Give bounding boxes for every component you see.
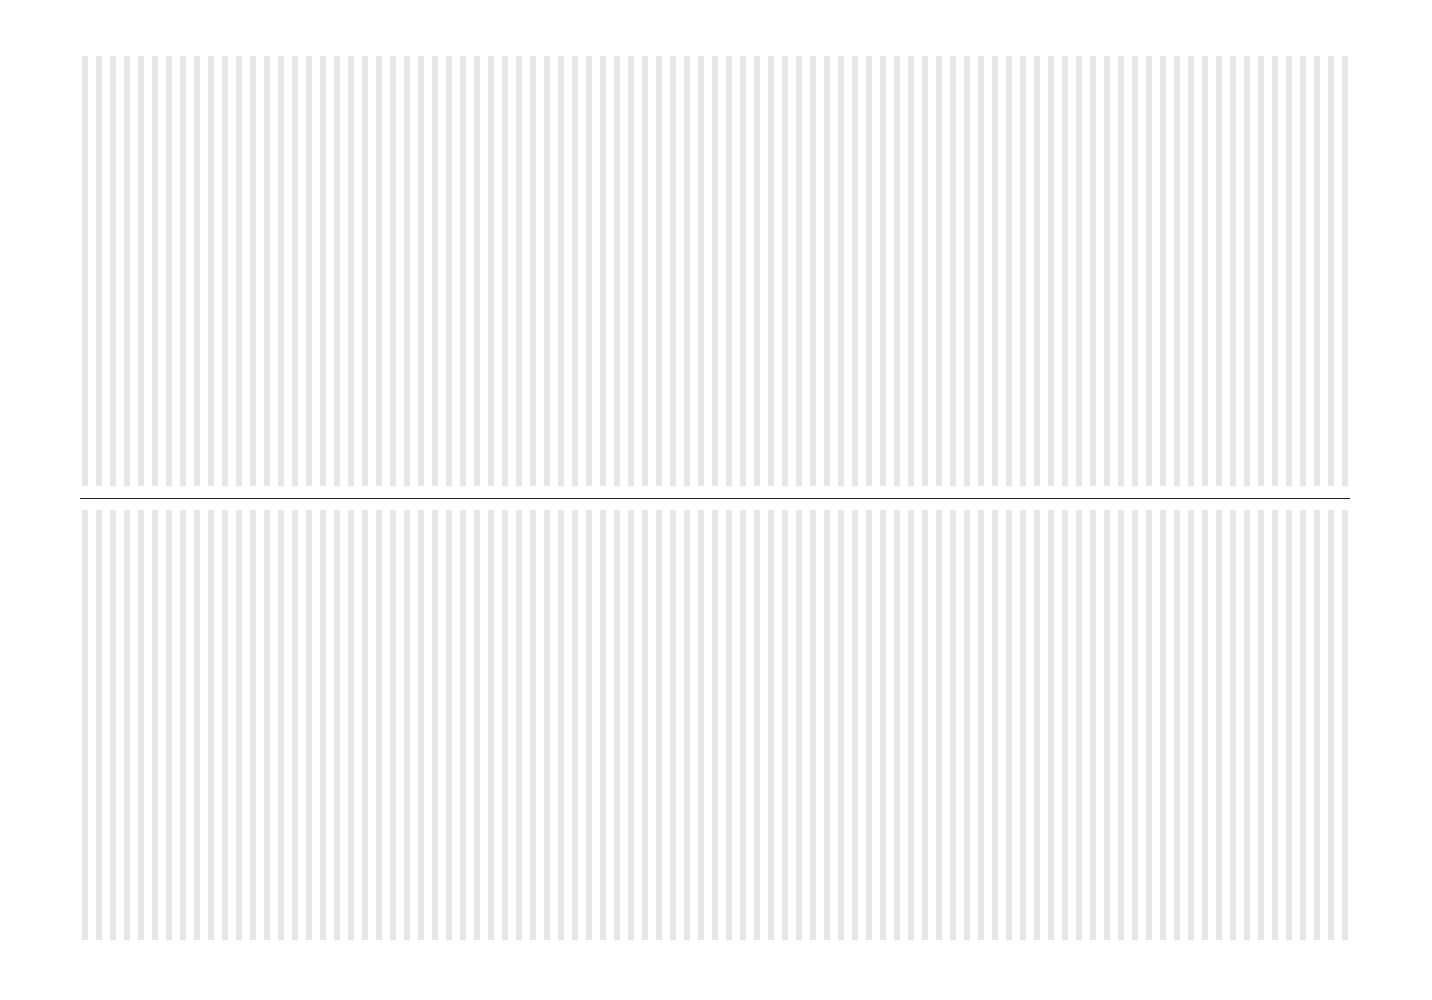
rotated-page-content (50, 40, 1390, 960)
digitization-banner (1404, 20, 1424, 980)
text-texture-placeholder (78, 510, 1348, 940)
column-divider (80, 498, 1350, 499)
text-texture-placeholder (78, 56, 1348, 486)
register-page (50, 40, 1390, 960)
running-head (1360, 60, 1384, 940)
right-column (78, 510, 1348, 940)
left-column (78, 56, 1348, 486)
